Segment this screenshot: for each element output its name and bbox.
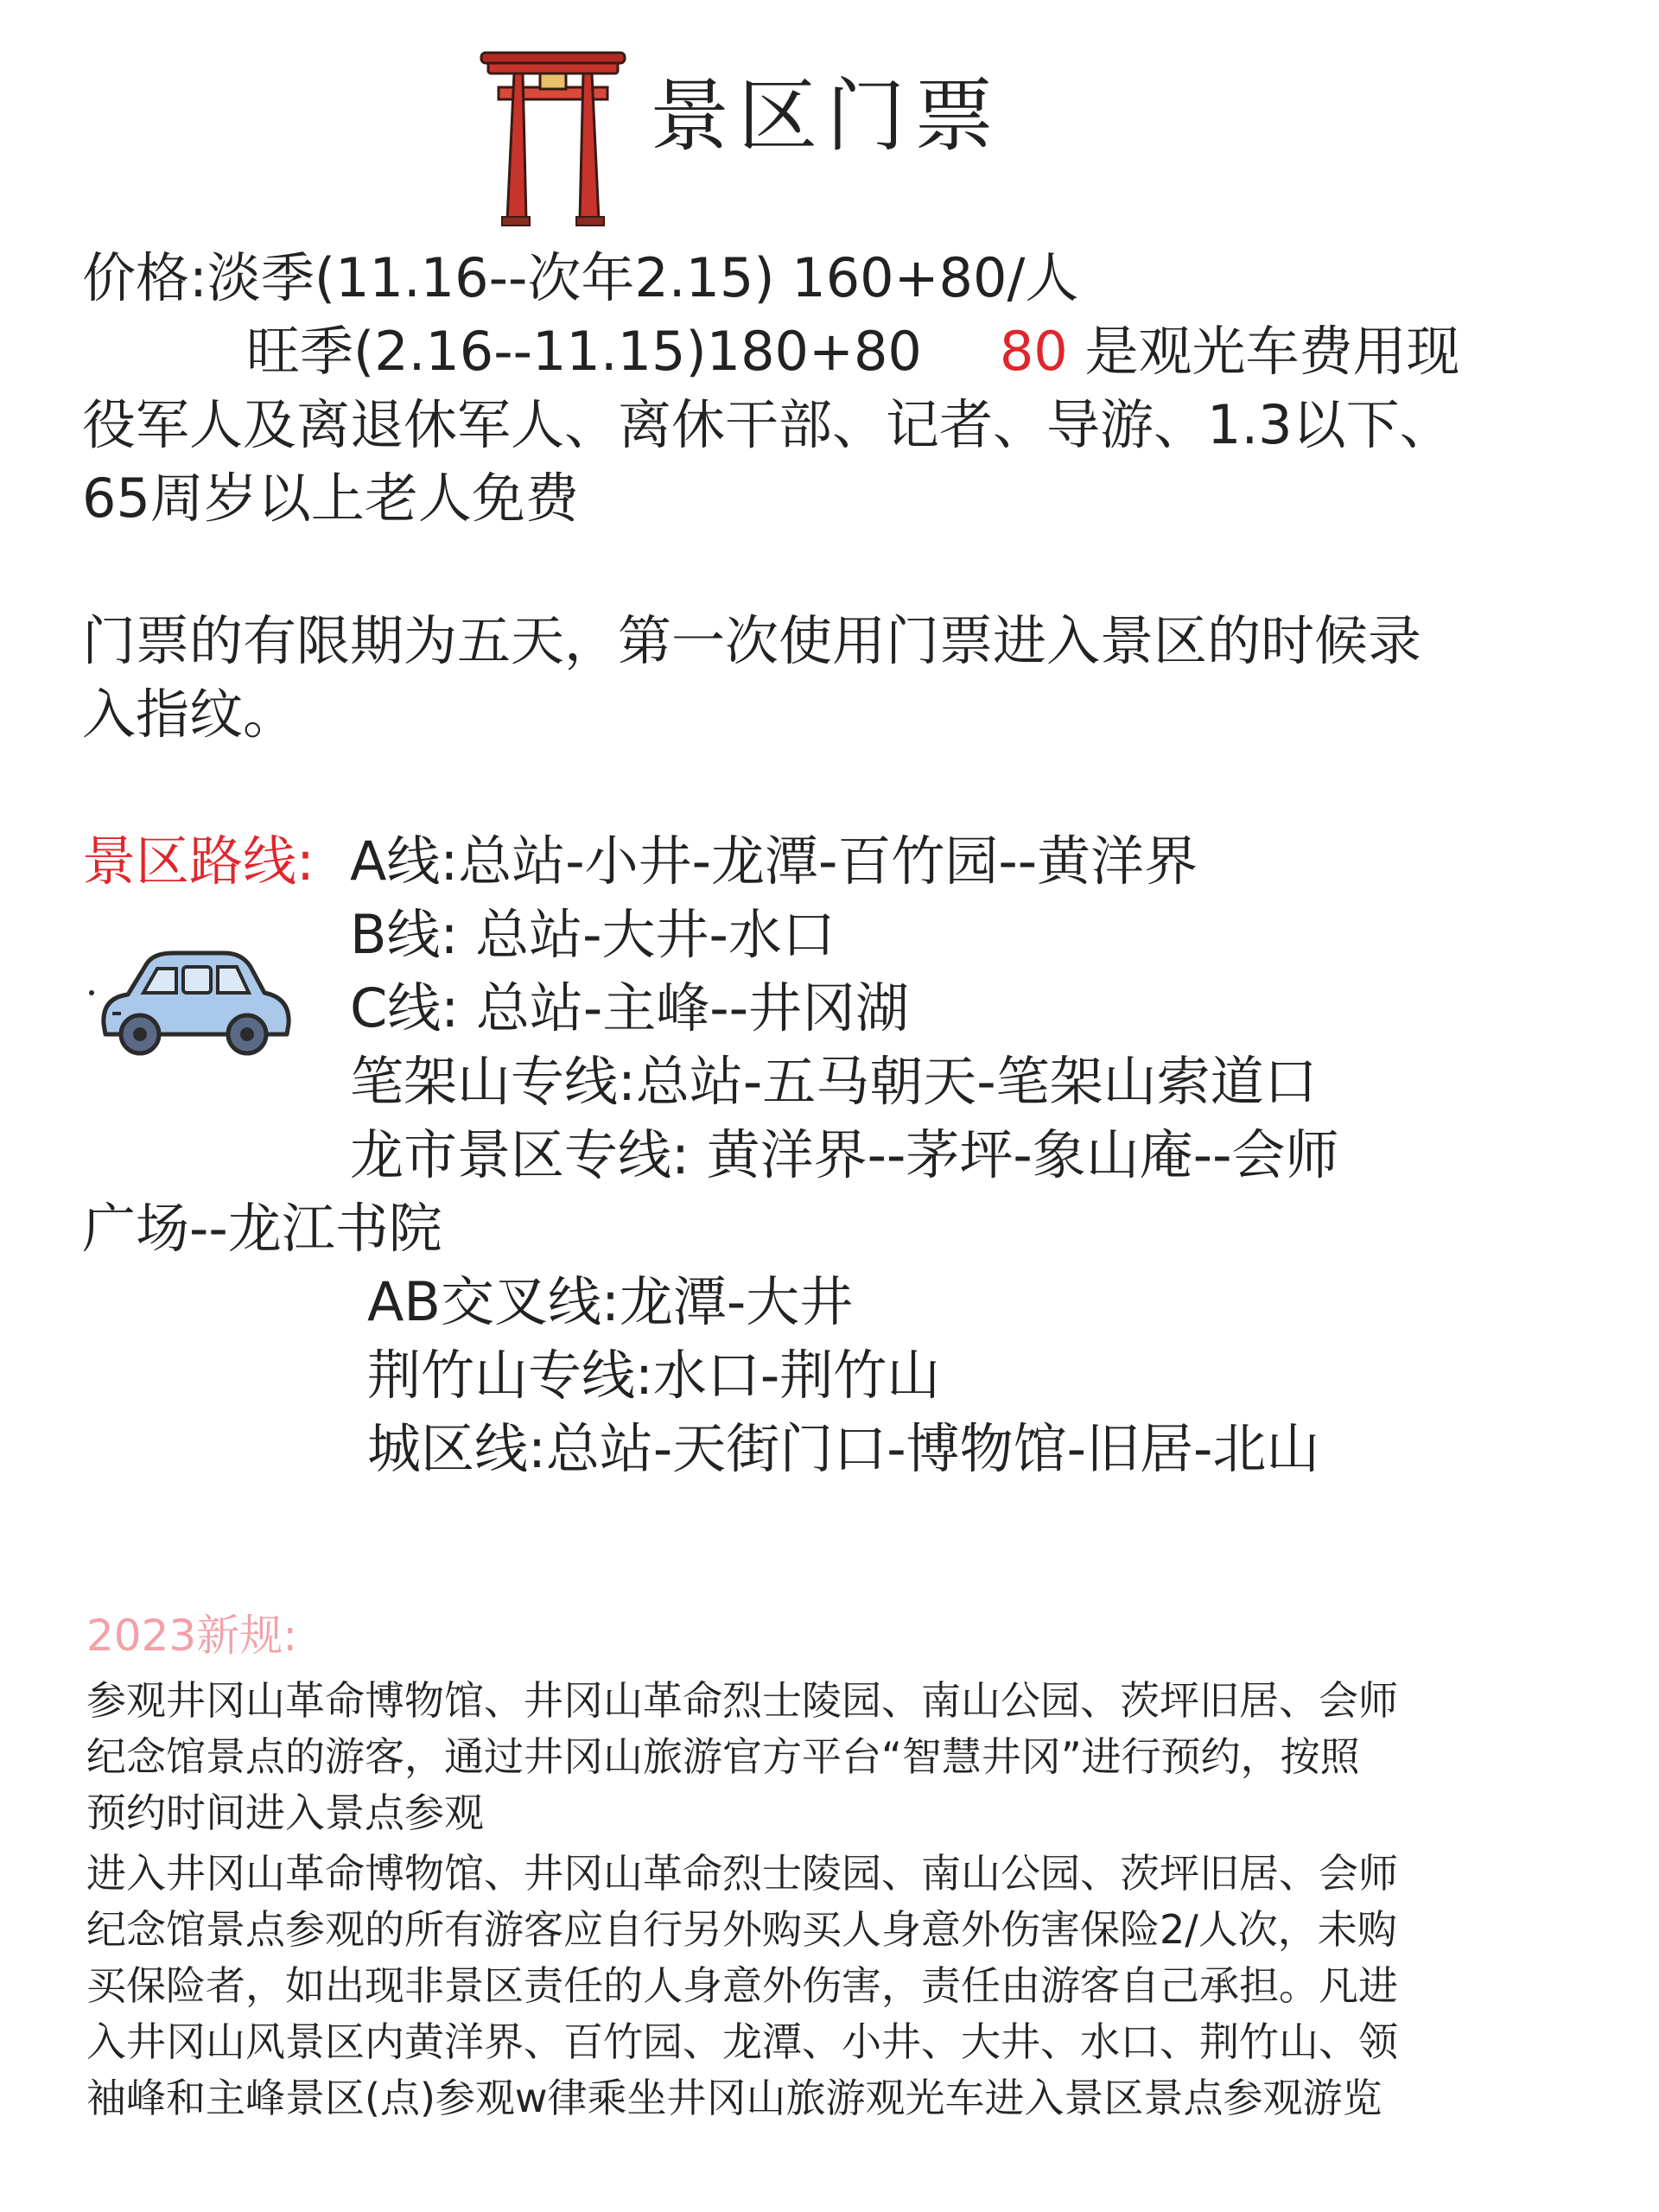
shuttle-fee-text: 是观光车费用现 (1067, 320, 1460, 383)
route-a: A线:总站-小井-龙潭-百竹园--黄洋界 (350, 830, 1198, 893)
route-city: 城区线:总站-天街门口-博物馆-旧居-北山 (367, 1417, 1320, 1480)
rules-line-2: 纪念馆景点的游客，通过井冈山旅游官方平台“智慧井冈”进行预约，按照 (86, 1733, 1360, 1780)
validity-line-1: 门票的有限期为五天，第一次使用门票进入景区的时候录 (82, 609, 1422, 672)
route-c: C线: 总站-主峰--井冈湖 (350, 976, 910, 1039)
validity-line-2: 入指纹。 (82, 683, 297, 746)
route-jingzhushan: 荆竹山专线:水口-荆竹山 (367, 1344, 941, 1407)
page-title: 景区门票 (650, 70, 1003, 162)
route-longshi-cont: 广场--龙江书院 (82, 1197, 442, 1260)
route-longshi: 龙市景区专线: 黄洋界--茅坪-象山庵--会师 (350, 1123, 1339, 1186)
rules-title: 2023新规: (86, 1611, 298, 1661)
rules-line-4: 进入井冈山革命博物馆、井冈山革命烈士陵园、南山公园、茨坪旧居、会师 (86, 1850, 1398, 1897)
price-line-peak-season (246, 315, 1459, 388)
rules-line-1: 参观井冈山革命博物馆、井冈山革命烈士陵园、南山公园、茨坪旧居、会师 (86, 1677, 1398, 1724)
free-admission-line-1: 役军人及离退休军人、离休干部、记者、导游、1.3以下、 (82, 393, 1453, 456)
free-admission-line-2: 65周岁以上老人免费 (82, 467, 579, 530)
route-ab-cross: AB交叉线:龙潭-大井 (367, 1270, 854, 1333)
rules-line-7: 入井冈山风景区内黄洋界、百竹园、龙潭、小井、大井、水口、荆竹山、领 (86, 2018, 1398, 2065)
rules-line-6: 买保险者，如出现非景区责任的人身意外伤害，责任由游客自己承担。凡进 (86, 1962, 1398, 2009)
torii-gate-icon (480, 48, 626, 229)
route-bijiashan: 笔架山专线:总站-五马朝天-笔架山索道口 (350, 1050, 1318, 1113)
rules-line-8: 袖峰和主峰景区(点)参观w律乘坐井冈山旅游观光车进入景区景点参观游览 (86, 2075, 1382, 2121)
peak-price-text: 旺季(2.16--11.15)180+80 (246, 320, 922, 383)
price-line-off-season: 价格:淡季(11.16--次年2.15) 160+80/人 (82, 246, 1079, 309)
rules-line-5: 纪念馆景点参观的所有游客应自行另外购买人身意外伤害保险2/人次，未购 (86, 1906, 1397, 1953)
shuttle-fee-highlight: 80 (999, 320, 1068, 383)
rules-line-3: 预约时间进入景点参观 (86, 1789, 484, 1836)
routes-label: 景区路线: (82, 830, 315, 893)
route-b: B线: 总站-大井-水口 (350, 903, 836, 966)
car-icon (86, 938, 302, 1067)
